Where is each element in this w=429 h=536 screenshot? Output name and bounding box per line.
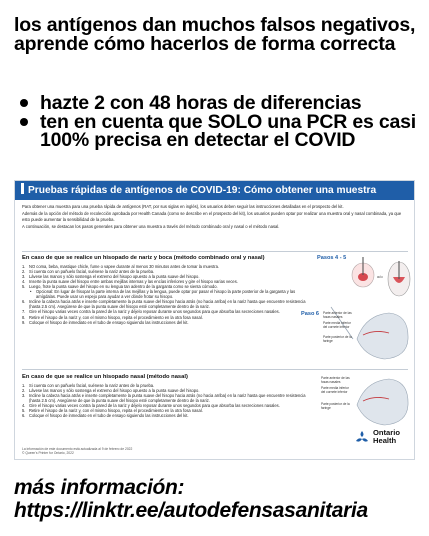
step-number: 2. (22, 387, 26, 393)
headline: los antígenos dan muchos falsos negativos, aprende cómo hacerlos de forma correcta (14, 14, 416, 55)
section-divider (22, 251, 408, 252)
step-text: NO coma, beba, mastique chicle, fume o vapee durante al menos 30 minutos antes de tomar la muestra. (29, 263, 220, 269)
step-subitem (22, 289, 307, 299)
step-text: Incline la cabeza hacia atrás e inserte completamente la punta suave del hisopo hacia atrás (no hacia arriba) en la nariz hasta que encuentre resistencia (hasta 2.5 cm). Asegúrese de que la punta suave del hisopo esté completamente dentro de la nariz. (29, 299, 306, 310)
step-text: Incline la cabeza hacia atrás e inserte completamente la punta suave del hisopo hacia atrás (no hacia arriba) en la nariz hasta que encuentre resistencia (hasta 2.5 cm). Asegúrese de que la punta suave del hisopo esté completamente dentro de la nariz. (29, 392, 306, 403)
throat-swab-illustration (387, 259, 411, 299)
step-text: Si cuenta con un pañuelo facial, suénese la nariz antes de la prueba. (29, 268, 155, 274)
step-number: 2. (22, 268, 26, 274)
document-intro (15, 200, 414, 230)
bullet-text: ten en cuenta que SOLO una PCR es casi 100% precisa en detectar el COVID (40, 110, 417, 151)
bullet-list (14, 94, 424, 150)
bullet-dot (20, 99, 28, 107)
bullet-dot: • (30, 289, 32, 295)
step-item (22, 299, 307, 309)
step-number: 5. (22, 408, 26, 414)
step-number: 6. (22, 413, 26, 419)
logo-line: Health (372, 436, 397, 446)
more-info-link[interactable]: https://linktr.ee/autodefensasanitaria (14, 499, 368, 522)
figure-label: Parte media inferior del cornete inferior (323, 321, 351, 329)
document-footnote (22, 447, 132, 455)
mouth-swab-illustration (351, 255, 375, 291)
step-number: 1. (22, 263, 26, 269)
footnote-line: La información de este documento está actualizada al 9 de febrero de 2022 (22, 447, 133, 451)
section-title: En caso de que se realice un hisopado de nariz y boca (método combinado oral y nasal) (22, 255, 265, 261)
step-number: 9. (22, 319, 26, 325)
ontario-trillium-icon (355, 430, 369, 444)
bullet-text: hazte 2 con 48 horas de diferencias (40, 92, 362, 114)
step-text: Coloque el hisopo de inmediato en el tubo de ensayo siguiendo las instrucciones del kit. (29, 413, 189, 419)
bullet-item (14, 110, 424, 151)
step-text: Gire el hisopo varias veces contra la pared de la nariz y déjelo reposar durante unos segundos para que absorba las secreciones nasales. (29, 309, 280, 315)
step-text: Gire el hisopo varias veces contra la pared de la nariz y déjelo reposar durante unos segundos para que absorba las secreciones nasales. (29, 402, 280, 408)
logo-text (373, 429, 400, 445)
step-text: Opcional: En lugar de frisopar la parte interna de las mejillas y la lengua, puede optar por pasar el hisopo la parte posterior de la garganta y las amígdalas. Puede usar un espejo para ayudar a ver dónde frotar su hisopo. (36, 289, 296, 300)
step-item (22, 413, 307, 418)
step-number: 5. (22, 283, 26, 289)
figure-label: Parte anterior de las fosas nasales (321, 376, 350, 384)
steps-list (22, 264, 307, 325)
logo-line: Ontario (372, 428, 400, 438)
step-text: Coloque el hisopo de inmediato en el tubo de ensayo siguiendo las instrucciones del kit. (29, 319, 189, 325)
section-oral-nasal (22, 255, 307, 325)
document-title: Pruebas rápidas de antígenos de COVID-19: Cómo obtener una muestra (28, 185, 377, 196)
instruction-document (14, 180, 415, 460)
step-text: Retire el hisopo de la nariz y, con el mismo hisopo, repita el procedimiento en la otra fosa nasal. (29, 408, 203, 414)
step-text: Luego, frote la punta suave del hisopo en su lengua tan adentro de la garganta como se sienta cómodo. (29, 283, 218, 289)
step-number: 3. (22, 273, 26, 279)
figure-label: Parte anterior de las fosas nasales (323, 311, 352, 319)
step-text: Retire el hisopo de la nariz y, con el mismo hisopo, repita el procedimiento en la otra fosa nasal. (29, 314, 203, 320)
nasal-cavity-diagram-1 (355, 309, 410, 361)
step-number: 4. (22, 402, 26, 408)
step-item (22, 320, 307, 325)
steps-list (22, 383, 307, 419)
header-bar-icon (21, 183, 24, 194)
figure-label: Parte media inferior del cornete inferior (321, 386, 349, 394)
alternative-label: o/o (377, 274, 383, 279)
more-info-label: más información: (14, 476, 185, 499)
step-number: 4. (22, 278, 26, 284)
step-number: 8. (22, 314, 26, 320)
step-number: 3. (22, 392, 26, 398)
pasos-label: Pasos 4 - 5 (317, 255, 347, 261)
more-info (14, 476, 368, 522)
document-header (15, 181, 414, 200)
intro-paragraph: A continuación, se destacan los pasos generales para obtener una muestra a través del método combinado oral y nasal o el método nasal. (22, 224, 280, 230)
step-number: 7. (22, 309, 26, 315)
step-number: 6. (22, 299, 26, 305)
intro-paragraph: Además de la opción del método de recolección aprobada por Health Canada (como se describe en el prospecto del kit), los usuarios pueden optar por realizar una muestra oral y nasal combinada, ya que esto puede aumentar la sensibilidad de la prueba. (22, 211, 402, 222)
nasal-cavity-diagram-2 (355, 375, 410, 427)
intro-paragraph: Para obtener una muestra para una prueba rápida de antígenos (RAT, por sus siglas en inglés), los usuarios deben seguir las instrucciones detalladas en el prospecto del kit. (22, 204, 344, 209)
paso6-label: Paso 6 (301, 311, 320, 317)
step-text: Inserte la punta suave del hisopo entre ambas mejillas internas y las encías inferiores y gire el hisopo varias veces. (29, 278, 238, 284)
ontario-health-logo (355, 429, 400, 445)
footnote-line: © Queen's Printer for Ontario, 2022 (22, 451, 74, 456)
step-text: Lávese las manos y sólo sostenga el extremo del hisopo opuesto a la punta suave del hisopo. (29, 273, 200, 279)
bullet-dot (20, 118, 28, 126)
figure-label: Parte posterior de la faringe (323, 335, 352, 343)
section-title: En caso de que se realice un hisopado nasal (método nasal) (22, 374, 188, 380)
step-text: Si cuenta con un pañuelo facial, suénese la nariz antes de la prueba. (29, 382, 155, 388)
step-text: Lávese las manos y sólo sostenga el extremo del hisopo opuesto a la punta suave del hisopo. (29, 387, 200, 393)
section-divider (22, 369, 408, 370)
step-item (22, 393, 307, 403)
figure-label: Parte posterior de la faringe (321, 402, 350, 410)
step-number: 1. (22, 382, 26, 388)
section-nasal (22, 374, 307, 418)
